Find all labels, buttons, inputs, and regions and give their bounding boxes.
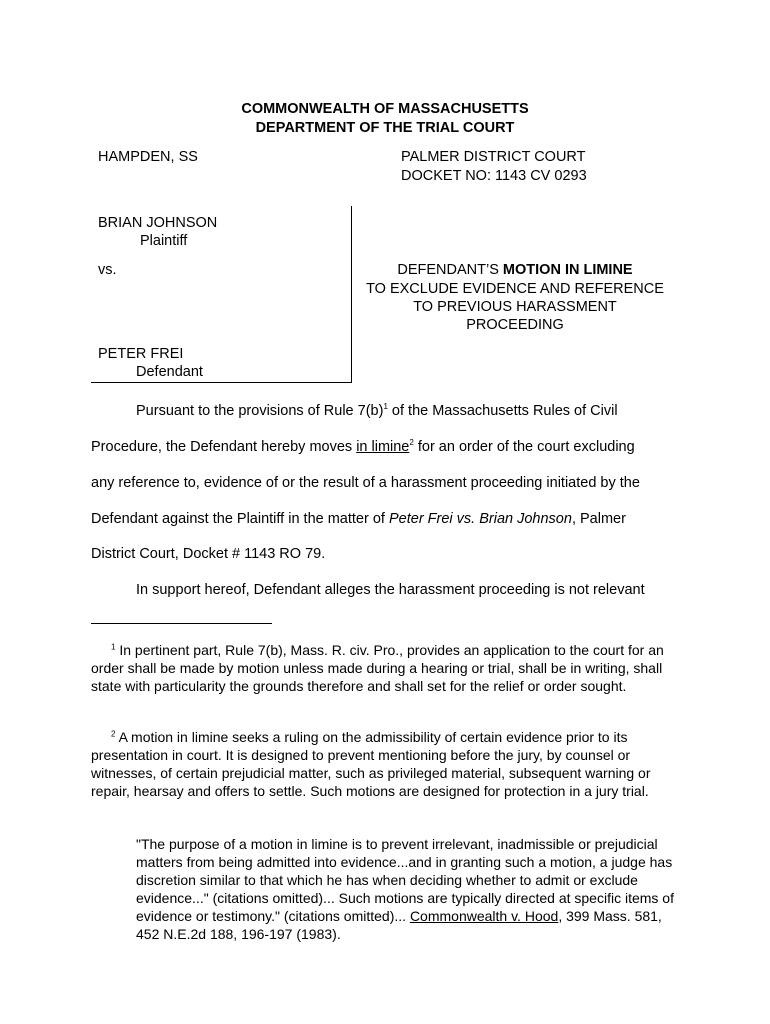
court-header-line1: COMMONWEALTH OF MASSACHUSETTS [241,101,529,117]
footnote-number-2: 2 [111,729,116,739]
county: HAMPDEN, SS [98,149,198,165]
quote-citation: Commonwealth v. Hood [409,908,559,924]
docket-number: DOCKET NO: 1143 CV 0293 [401,168,587,184]
footnote-ref-2: 2 [409,438,414,448]
caption-bottom-rule [91,382,352,383]
quote-end: , 399 Mass. 581, 452 N.E.2d 188, 196-197 (1983). [136,908,662,942]
body-line-4 [91,511,626,527]
footnote-separator [91,623,272,624]
footnote-number-1: 1 [111,642,116,652]
motion-title-line3: TO PREVIOUS HARASSMENT [413,299,617,315]
footnote-1 [91,641,691,695]
footnote-1-text: In pertinent part, Rule 7(b), Mass. R. civ. Pro., provides an application to the court for an order shall be made by motion unless made during a hearing or trial, shall be in writing, shall state with particularity the grounds therefore and shall set for the relief or order sought. [91,642,664,694]
footnote-2-text: A motion in limine seeks a ruling on the admissibility of certain evidence prior to its presentation in court. It is designed to prevent mentioning before the jury, by counsel or witnesses, of certain prejudicial matter, such as privileged material, subsequent warning or repair, hearsay and offers to settle. Such motions are designed for protection in a jury trial. [91,729,651,799]
body-text: , Palmer [571,511,626,527]
quote-text: "The purpose of a motion in limine is to prevent irrelevant, inadmissible or prejudicial matters from being admitted into evidence...and in granting such a motion, a judge has discretion similar to that which he has when deciding whether to admit or exclude evidence..." (citations omitted)... Such motions are typically directed at specific items of evidence or testimony." (citations omitted)... [136,836,674,924]
body-text: Pursuant to the provisions of Rule 7(b) [136,403,384,419]
block-quote [136,835,676,943]
motion-title-line2: TO EXCLUDE EVIDENCE AND REFERENCE [366,281,664,297]
plaintiff-role: Plaintiff [140,233,188,249]
plaintiff-name: BRIAN JOHNSON [98,215,218,231]
body-text: for an order of the court excluding [413,439,635,455]
body-line-6: In support hereof, Defendant alleges the harassment proceeding is not relevant [136,582,645,598]
body-line-5: District Court, Docket # 1143 RO 79. [91,546,326,562]
motion-title-bold: MOTION IN LIMINE [502,262,633,278]
motion-title-line1 [352,261,678,279]
body-text: Defendant against the Plaintiff in the matter of [91,511,389,527]
footnote-2 [91,728,691,800]
body-text: of the Massachusetts Rules of Civil [387,403,618,419]
case-name: Peter Frei vs. Brian Johnson [388,511,572,527]
motion-title-line4: PROCEEDING [466,317,564,333]
defendant-role: Defendant [136,364,203,380]
court-header-line2: DEPARTMENT OF THE TRIAL COURT [255,120,515,136]
court-name: PALMER DISTRICT COURT [401,149,586,165]
body-line-2 [91,439,635,455]
body-line-1 [136,403,618,419]
in-limine-term: in limine [356,439,410,455]
body-line-3: any reference to, evidence of or the result of a harassment proceeding initiated by the [91,475,640,491]
motion-title-prefix: DEFENDANT’S [397,262,503,278]
defendant-name: PETER FREI [98,346,184,362]
versus: vs. [98,262,117,278]
footnote-ref-1: 1 [383,402,388,412]
body-text: Procedure, the Defendant hereby moves [91,439,357,455]
